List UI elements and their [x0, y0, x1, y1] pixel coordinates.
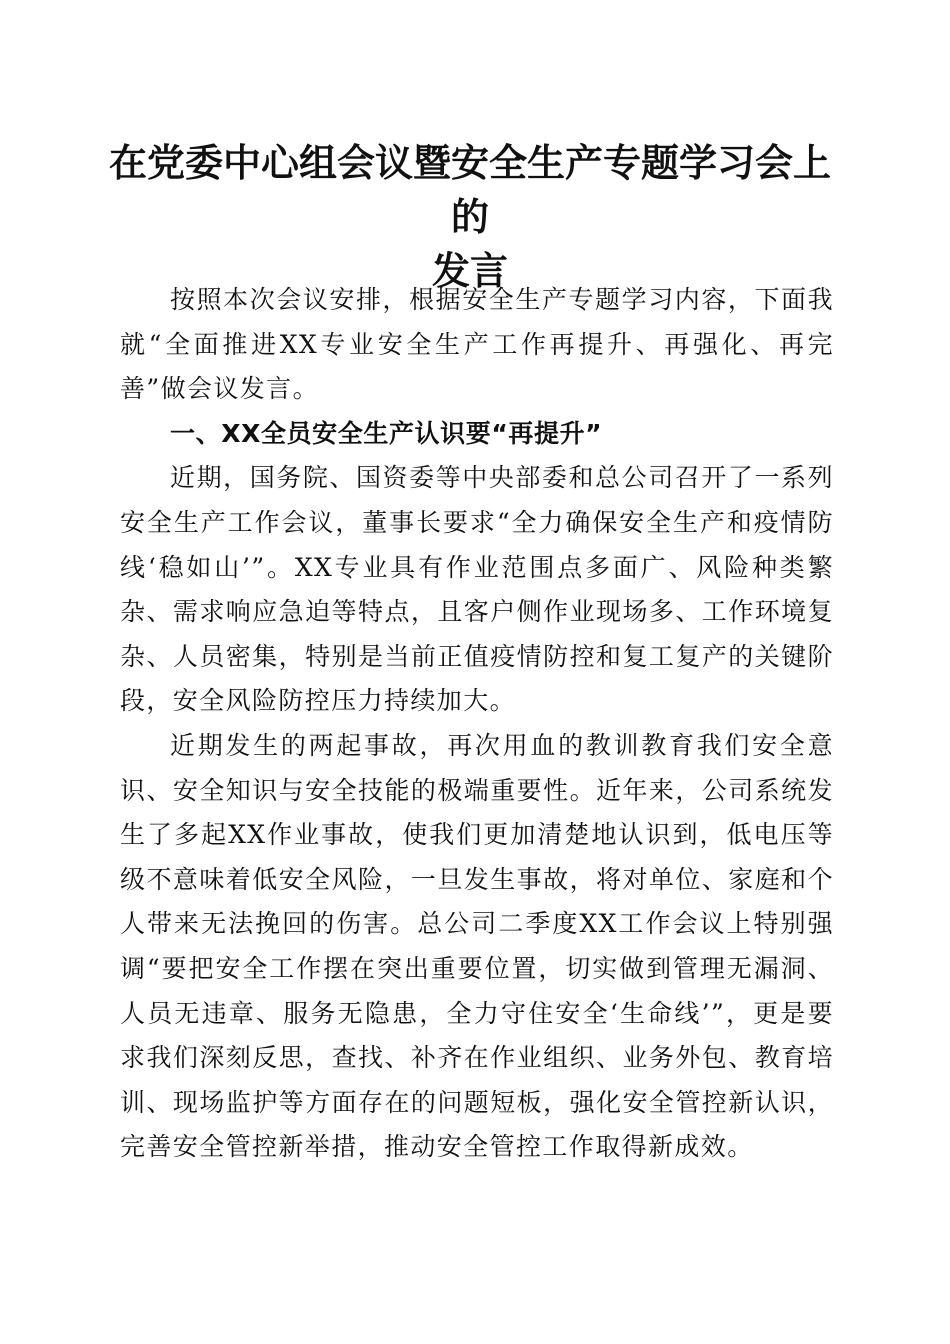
document-body: [120, 278, 834, 1170]
body-paragraph-1: 近期，国务院、国资委等中央部委和总公司召开了一系列安全生产工作会议，董事长要求“全力确保安全生产和疫情防线‘稳如山’”。XX专业具有作业范围点多面广、风险种类繁杂、需求响应急迫等特点，且客户侧作业现场多、工作环境复杂、人员密集，特别是当前正值疫情防控和复工复产的关键阶段，安全风险防控压力持续加大。: [120, 463, 834, 716]
document-title-line-1: 在党委中心组会议暨安全生产专题学习会上的: [108, 140, 831, 239]
body-paragraph-2: 近期发生的两起事故，再次用血的教训教育我们安全意识、安全知识与安全技能的极端重要性。近年来，公司系统发生了多起XX作业事故，使我们更加清楚地认识到，低电压等级不意味着低安全风险，一旦发生事故，将对单位、家庭和个人带来无法挽回的伤害。总公司二季度XX工作会议上特别强调“要把安全工作摆在突出重要位置，切实做到管理无漏洞、人员无违章、服务无隐患，全力守住安全‘生命线’”，更是要求我们深刻反思，查找、补齐在作业组织、业务外包、教育培训、现场监护等方面存在的问题短板，强化安全管控新认识，完善安全管控新举措，推动安全管控工作取得新成效。: [120, 730, 834, 1162]
section-heading: 一、XX全员安全生产认识要“再提升”: [170, 418, 603, 448]
document-title-line-2: 发言: [431, 248, 508, 293]
intro-paragraph: 按照本次会议安排，根据安全生产专题学习内容，下面我就“全面推进XX专业安全生产工作再提升、再强化、再完善”做会议发言。: [120, 285, 834, 404]
document-title: [100, 136, 840, 298]
